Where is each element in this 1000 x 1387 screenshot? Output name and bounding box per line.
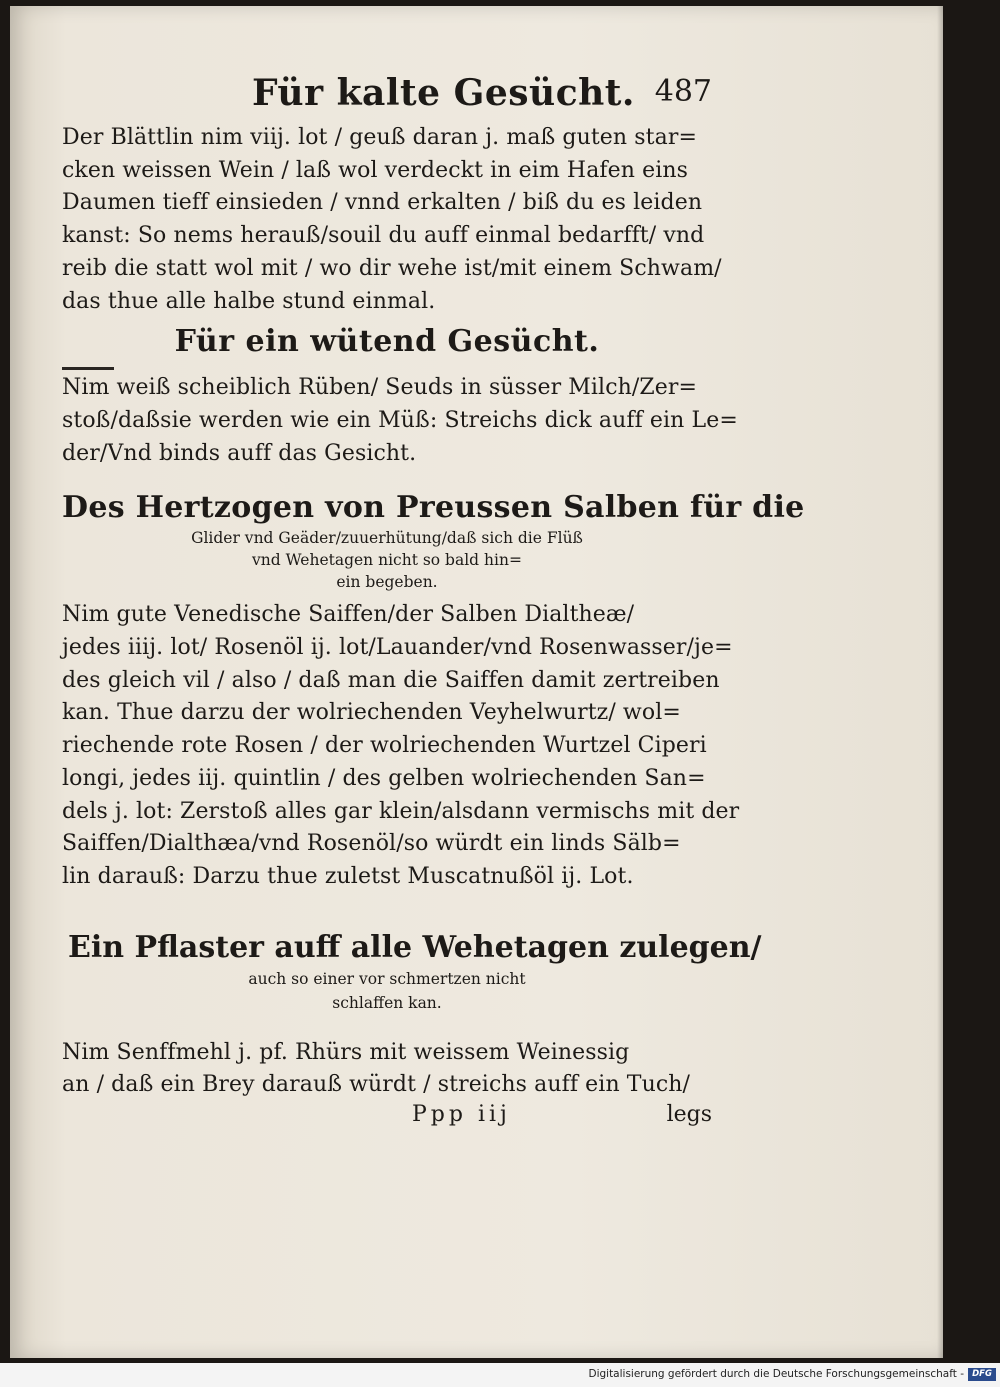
text-line: Nim Senffmehl j. pf. Rhürs mit weissem Weinessig xyxy=(62,1039,630,1065)
subheading-line: Glider vnd Geäder/zuuerhütung/daß sich die Flüß xyxy=(191,529,583,548)
running-head xyxy=(62,66,712,122)
text-line: der/Vnd binds auff das Gesicht. xyxy=(62,440,417,466)
paragraph-ruben xyxy=(62,372,738,470)
book-page xyxy=(10,6,943,1358)
paragraph-salben-recipe xyxy=(62,599,740,893)
text-line: longi, jedes iij. quintlin / des gelben wolriechenden San= xyxy=(62,765,706,791)
text-line: cken weissen Wein / laß wol verdeckt in eim Hafen eins xyxy=(62,157,689,183)
paragraph-kalte-gesucht xyxy=(62,122,722,318)
text-line: stoß/daßsie werden wie ein Müß: Streichs dick auff ein Le= xyxy=(62,407,738,433)
text-line: Nim weiß scheiblich Rüben/ Seuds in süsser Milch/Zer= xyxy=(62,375,698,401)
heading-hertzogen-salben: Des Hertzogen von Preussen Salben für die xyxy=(62,490,805,526)
text-line: riechende rote Rosen / der wolriechenden Wurtzel Ciperi xyxy=(62,733,707,759)
text-line: kanst: So nems herauß/souil du auff einmal bedarfft/ vnd xyxy=(62,223,705,249)
credit-text: Digitalisierung gefördert durch die Deutsche Forschungsgemeinschaft - xyxy=(588,1368,964,1380)
running-title: Für kalte Gesücht. xyxy=(252,72,635,114)
ornament-dash xyxy=(62,367,114,370)
text-line: Saiffen/Dialthæa/vnd Rosenöl/so würdt ein linds Sälb= xyxy=(62,831,681,857)
signature-mark: Ppp iij xyxy=(412,1102,511,1128)
credit-bar xyxy=(0,1363,1000,1387)
dfg-logo: DFG xyxy=(968,1368,996,1381)
text-line: Daumen tieff einsieden / vnnd erkalten / biß du es leiden xyxy=(62,190,703,216)
text-line: dels j. lot: Zerstoß alles gar klein/alsdann vermischs mit der xyxy=(62,798,740,824)
subheading-hertzogen-salben xyxy=(62,527,712,593)
text-line: Nim gute Venedische Saiffen/der Salben Dialtheæ/ xyxy=(62,602,635,628)
paragraph-senffmehl xyxy=(62,1037,712,1102)
text-line: reib die statt wol mit / wo dir wehe ist/mit einem Schwam/ xyxy=(62,255,722,281)
text-line: kan. Thue darzu der wolriechenden Veyhelwurtz/ wol= xyxy=(62,700,681,726)
text-line: des gleich vil / also / daß man die Saiffen damit zertreiben xyxy=(62,667,720,693)
heading-pflaster: Ein Pflaster auff alle Wehetagen zulegen/ xyxy=(68,929,762,965)
page-text-block xyxy=(62,66,805,1136)
text-line: lin darauß: Darzu thue zuletst Muscatnußöl ij. Lot. xyxy=(62,863,634,889)
subheading-line: auch so einer vor schmertzen nicht xyxy=(248,969,526,988)
page-edge-shadow xyxy=(937,6,943,1358)
subheading-line: ein begeben. xyxy=(336,573,438,592)
subheading-pflaster xyxy=(62,967,712,1015)
text-line: Der Blättlin nim viij. lot / geuß daran j. maß guten star= xyxy=(62,125,697,150)
page-footer xyxy=(62,1102,712,1136)
text-line: jedes iiij. lot/ Rosenöl ij. lot/Lauander/vnd Rosenwasser/je= xyxy=(62,635,733,661)
heading-wutend-gesucht: Für ein wütend Gesücht. xyxy=(174,324,600,360)
text-line: an / daß ein Brey darauß würdt / streichs auff ein Tuch/ xyxy=(62,1072,691,1098)
subheading-line: schlaffen kan. xyxy=(332,993,442,1012)
page-number: 487 xyxy=(654,74,712,109)
subheading-line: vnd Wehetagen nicht so bald hin= xyxy=(252,551,522,570)
text-line: das thue alle halbe stund einmal. xyxy=(62,288,436,314)
catchword: legs xyxy=(666,1102,712,1128)
